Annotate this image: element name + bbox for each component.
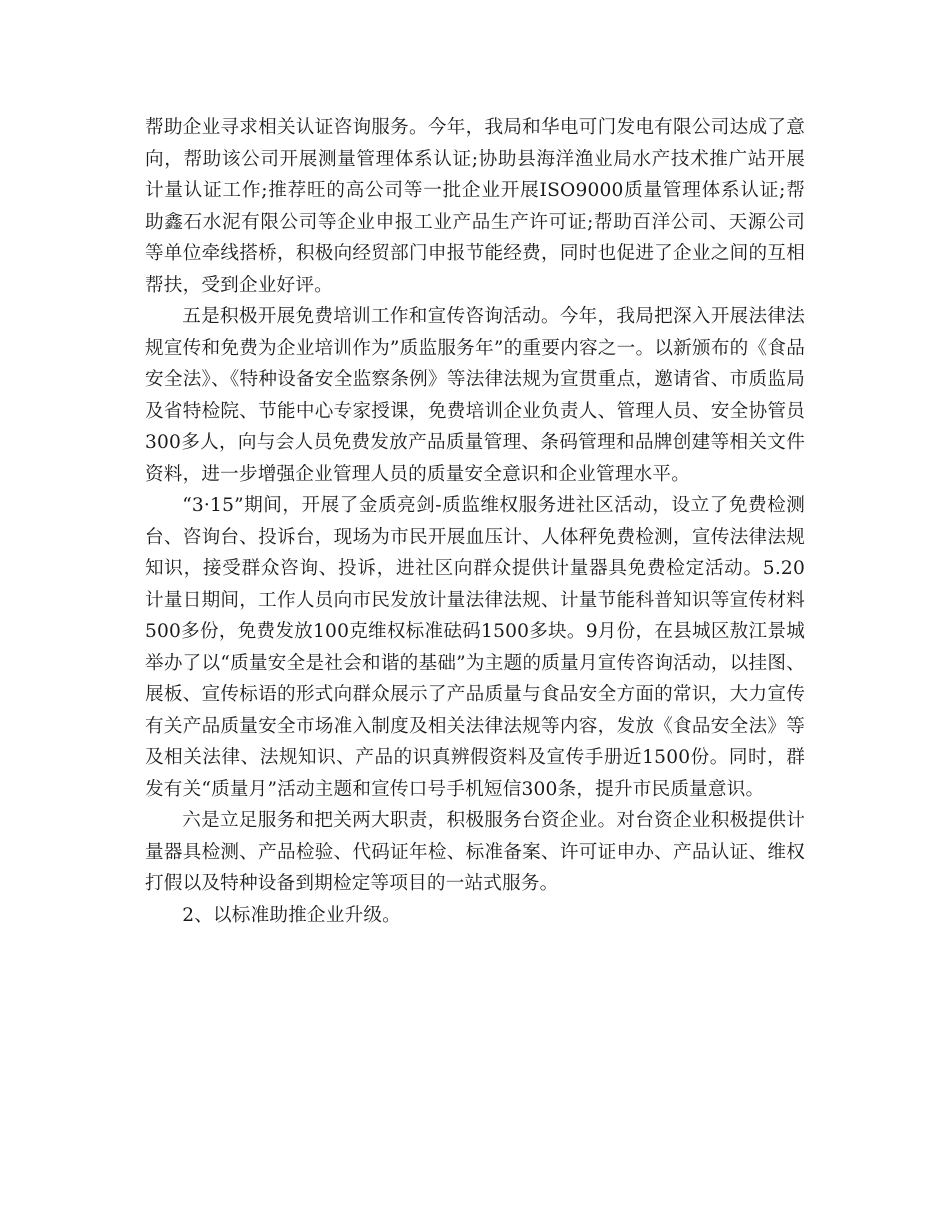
paragraph-certification-services: 帮助企业寻求相关认证咨询服务。今年，我局和华电可门发电有限公司达成了意向，帮助该公司开展测量管理体系认证;协助县海洋渔业局水产技术推广站开展计量认证工作;推荐旺的高公司等一批企业开展ISO9000质量管理体系认证;帮助鑫石水泥有限公司等企业申报工业产品生产许可证;帮助百洋公司、天源公司等单位牵线搭桥，积极向经贸部门申报节能经费，同时也促进了企业之间的互相帮扶，受到企业好评。 (145, 117, 805, 296)
paragraph-consumer-rights-activities: “3·15”期间，开展了金质亮剑-质监维权服务进社区活动，设立了免费检测台、咨询台、投诉台，现场为市民开展血压计、人体秤免费检测，宣传法律法规知识，接受群众咨询、投诉，进社区向群众提供计量器具免费检定活动。5.20计量日期间，工作人员向市民发放计量法律法规、计量节能科普知识等宣传材料500多份，免费发放100克维权标准砝码1500多块。9月份，在县城区敖江景城举办了以“质量安全是社会和谐的基础”为主题的质量月宣传咨询活动，以挂图、展板、宣传标语的形式向群众展示了产品质量与食品安全方面的常识，大力宣传有关产品质量安全市场准入制度及相关法律法规等内容，发放《食品安全法》等及相关法律、法规知识、产品的识真辨假资料及宣传手册近1500份。同时，群发有关“质量月”活动主题和宣传口号手机短信300条，提升市民质量意识。 (145, 495, 805, 800)
paragraph-taiwan-enterprise-services: 六是立足服务和把关两大职责，积极服务台资企业。对台资企业积极提供计量器具检测、产品检验、代码证年检、标准备案、许可证申办、产品认证、维权打假以及特种设备到期检定等项目的一站式服务。 (145, 810, 805, 894)
paragraph-standards-upgrade-heading: 2、以标准助推企业升级。 (182, 904, 401, 926)
document-body (145, 112, 805, 931)
paragraph-training-publicity: 五是积极开展免费培训工作和宣传咨询活动。今年，我局把深入开展法律法规宣传和免费为企业培训作为”质监服务年”的重要内容之一。以新颁布的《食品安全法》、《特种设备安全监察条例》等法律法规为宣贯重点，邀请省、市质监局及省特检院、节能中心专家授课，免费培训企业负责人、管理人员、安全协管员300多人，向与会人员免费发放产品质量管理、条码管理和品牌创建等相关文件资料，进一步增强企业管理人员的质量安全意识和企业管理水平。 (145, 306, 805, 485)
